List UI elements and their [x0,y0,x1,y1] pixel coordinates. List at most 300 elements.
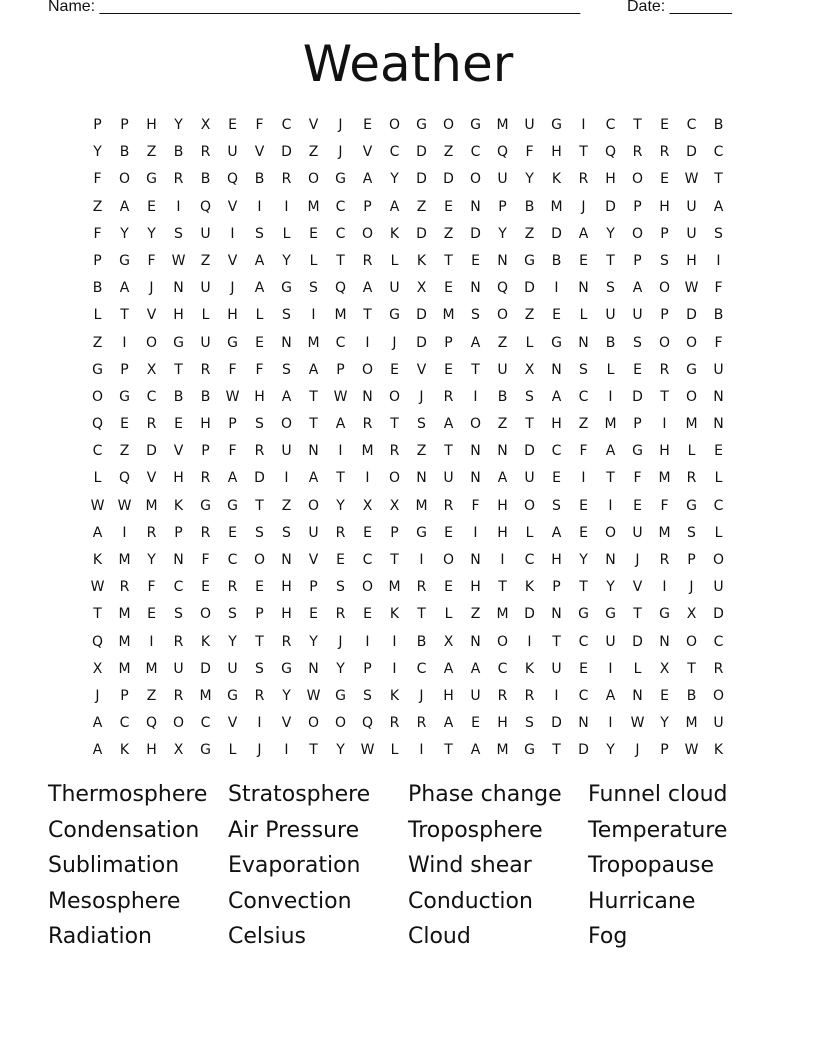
grid-letter: I [527,633,532,650]
grid-letter: R [173,171,184,188]
grid-letter: T [579,579,588,596]
grid-letter: R [524,687,535,704]
grid-letter: N [713,388,724,405]
grid-letter: R [578,171,589,188]
grid-letter: X [416,280,427,297]
word-bank-item: Mesosphere [48,888,181,914]
grid-letter: I [608,715,613,732]
grid-letter: G [281,280,292,297]
date-field-label: Date: _______ [627,0,732,15]
grid-letter: O [253,552,266,568]
grid-letter: U [443,470,454,487]
grid-letter: I [581,470,586,487]
grid-letter: P [120,361,129,378]
grid-letter: F [633,470,642,487]
grid-letter: T [93,606,102,623]
grid-letter: P [633,252,642,269]
grid-letter: B [200,388,211,405]
grid-letter: Q [118,470,131,487]
grid-letter: U [227,660,238,677]
grid-letter: N [416,470,427,487]
grid-letter: I [608,660,613,677]
grid-letter: R [632,144,643,161]
word-bank-item: Thermosphere [48,782,208,807]
grid-letter: X [389,497,400,514]
grid-letter: S [471,307,480,324]
word-bank-item: Celsius [228,924,306,949]
grid-letter: F [93,225,102,242]
grid-letter: P [687,552,696,568]
grid-letter: A [632,280,643,297]
grid-letter: L [444,606,453,623]
grid-letter: H [254,388,265,405]
grid-letter: J [95,687,100,704]
grid-letter: P [93,252,102,269]
grid-letter: R [146,416,157,433]
grid-letter: F [93,171,102,188]
grid-letter: W [333,388,348,405]
word-bank-item: Fog [588,924,628,949]
grid-letter: M [496,742,509,759]
grid-letter: P [363,660,372,677]
grid-letter: J [230,280,235,297]
grid-letter: T [309,416,318,433]
grid-letter: E [336,552,345,568]
grid-letter: N [605,552,616,568]
word-bank-item: Sublimation [48,853,180,878]
grid-letter: R [389,715,400,732]
grid-letter: Y [147,552,156,568]
grid-letter: T [120,307,129,324]
grid-letter: S [255,416,264,433]
grid-letter: N [362,388,373,405]
grid-letter: Z [119,443,130,460]
grid-letter: H [605,171,616,188]
grid-letter: G [551,117,562,133]
grid-letter: I [554,280,559,297]
grid-letter: A [281,388,292,405]
grid-letter: M [550,198,563,215]
grid-letter: X [686,606,697,623]
grid-letter: O [604,524,617,541]
grid-letter: C [497,660,508,677]
grid-letter: M [118,633,131,650]
grid-letter: Z [200,252,211,269]
grid-letter: O [658,280,671,297]
grid-letter: I [365,334,370,351]
grid-letter: F [660,497,669,514]
grid-letter: C [713,497,724,514]
grid-letter: R [497,687,508,704]
grid-letter: O [307,715,320,732]
grid-letter: V [227,198,238,215]
grid-letter: V [254,144,265,161]
grid-letter: X [659,660,670,677]
grid-letter: R [200,470,211,487]
grid-letter: B [551,252,562,269]
grid-letter: B [524,198,535,215]
grid-letter: G [605,606,616,623]
grid-letter: M [442,307,455,324]
grid-letter: D [416,307,427,324]
grid-letter: A [443,416,454,433]
grid-letter: Z [416,443,427,460]
grid-letter: Z [416,198,427,215]
grid-letter: J [338,633,343,650]
grid-letter: R [686,470,697,487]
grid-letter: D [254,470,265,487]
grid-letter: Y [525,171,534,188]
grid-letter: U [200,280,211,297]
grid-letter: H [551,552,562,568]
grid-letter: Y [282,252,291,269]
grid-letter: G [416,117,427,133]
grid-letter: T [309,388,318,405]
grid-letter: W [306,687,321,704]
grid-letter: S [606,280,615,297]
grid-letter: O [388,388,401,405]
grid-letter: V [146,470,157,487]
grid-letter: L [633,660,642,677]
grid-letter: A [92,524,103,541]
grid-letter: E [444,579,453,596]
grid-letter: U [686,198,697,215]
grid-letter: E [579,252,588,269]
grid-letter: O [145,334,158,351]
grid-letter: B [605,334,616,351]
grid-letter: S [282,524,291,541]
grid-letter: R [200,144,211,161]
grid-letter: Q [91,416,104,433]
grid-letter: G [119,388,130,405]
grid-letter: W [225,388,240,405]
grid-letter: V [146,307,157,324]
grid-letter: D [416,334,427,351]
grid-letter: C [578,687,589,704]
grid-letter: Y [228,633,237,650]
grid-letter: R [173,687,184,704]
grid-letter: A [362,171,373,188]
grid-letter: T [444,443,453,460]
grid-letter: A [227,470,238,487]
grid-letter: S [255,225,264,242]
grid-letter: I [608,388,613,405]
grid-letter: C [335,334,346,351]
grid-letter: E [309,225,318,242]
grid-letter: T [687,660,696,677]
grid-letter: V [308,552,319,568]
grid-letter: G [470,117,481,133]
grid-letter: I [419,552,424,568]
grid-letter: Q [199,198,212,215]
grid-letter: S [687,524,696,541]
grid-letter: Y [147,225,156,242]
grid-letter: M [388,579,401,596]
word-bank-item: Hurricane [588,888,696,914]
grid-letter: W [90,579,105,596]
grid-letter: N [281,552,292,568]
grid-letter: F [525,144,534,161]
grid-letter: S [579,361,588,378]
grid-letter: G [227,497,238,514]
grid-letter: E [120,416,129,433]
grid-letter: L [282,225,291,242]
word-bank [48,780,768,958]
grid-letter: E [444,524,453,541]
grid-letter: C [146,388,157,405]
grid-letter: B [173,388,184,405]
grid-letter: X [524,361,535,378]
grid-letter: A [605,443,616,460]
grid-letter: Z [92,334,103,351]
grid-letter: P [93,117,102,133]
grid-letter: U [713,361,724,378]
grid-letter: M [118,660,131,677]
grid-letter: S [174,606,183,623]
grid-letter: V [281,715,292,732]
word-bank-item: Tropopause [588,853,715,878]
grid-letter: N [308,660,319,677]
name-field-label: Name: ______________________________________________________ [48,0,581,15]
grid-letter: M [145,660,158,677]
grid-letter: W [360,742,375,759]
grid-letter: U [713,579,724,596]
grid-letter: D [551,715,562,732]
grid-letter: E [174,416,183,433]
grid-letter: C [119,715,130,732]
grid-letter: O [658,334,671,351]
grid-letter: I [311,307,316,324]
grid-letter: A [497,470,508,487]
grid-letter: S [417,416,426,433]
grid-letter: J [149,280,154,297]
grid-letter: H [497,715,508,732]
grid-letter: N [551,606,562,623]
grid-letter: K [119,742,130,759]
grid-letter: B [92,280,103,297]
grid-letter: Z [578,416,589,433]
grid-letter: E [660,171,669,188]
grid-letter: N [659,633,670,650]
grid-letter: P [633,416,642,433]
grid-letter: H [200,416,211,433]
grid-letter: Z [281,497,292,514]
grid-letter: X [173,742,184,759]
grid-letter: I [500,552,505,568]
grid-letter: T [336,252,345,269]
grid-letter: O [469,171,482,188]
grid-letter: I [122,524,127,541]
grid-letter: T [633,606,642,623]
grid-letter: I [176,198,181,215]
grid-letter: R [119,579,130,596]
grid-letter: A [254,252,265,269]
grid-letter: T [660,388,669,405]
word-bank-item: Troposphere [408,817,543,843]
grid-letter: O [442,117,455,133]
grid-letter: H [173,307,184,324]
grid-letter: W [684,280,699,297]
grid-letter: A [551,388,562,405]
grid-letter: X [146,361,157,378]
grid-letter: R [416,715,427,732]
grid-letter: G [524,252,535,269]
grid-letter: I [284,198,289,215]
grid-letter: M [118,552,131,568]
grid-letter: L [579,307,588,324]
worksheet-title: Weather [302,35,514,93]
grid-letter: Y [606,579,615,596]
grid-letter: X [362,497,373,514]
grid-letter: Z [470,606,481,623]
grid-letter: E [471,715,480,732]
grid-letter: X [92,660,103,677]
grid-letter: Z [308,144,319,161]
grid-letter: D [713,606,724,623]
grid-letter: R [659,552,670,568]
grid-letter: N [470,198,481,215]
grid-letter: K [173,497,184,514]
grid-letter: S [660,252,669,269]
grid-letter: D [524,280,535,297]
grid-letter: T [255,633,264,650]
grid-letter: K [524,660,535,677]
grid-letter: S [633,334,642,351]
grid-letter: K [389,606,400,623]
grid-letter: G [200,497,211,514]
grid-letter: O [118,171,131,188]
grid-letter: I [122,334,127,351]
grid-letter: U [632,307,643,324]
grid-letter: E [579,660,588,677]
grid-letter: P [174,524,183,541]
grid-letter: D [686,144,697,161]
grid-letter: H [146,117,157,133]
grid-letter: C [335,198,346,215]
grid-letter: O [361,579,374,596]
grid-letter: O [523,497,536,514]
grid-letter: Q [604,144,617,161]
grid-letter: R [443,497,454,514]
grid-letter: O [307,497,320,514]
grid-letter: L [390,742,399,759]
grid-letter: S [363,687,372,704]
grid-letter: U [308,524,319,541]
grid-letter: F [201,552,210,568]
grid-letter: E [363,524,372,541]
grid-letter: T [606,252,615,269]
grid-letter: R [443,388,454,405]
word-bank-item: Temperature [588,817,728,843]
grid-letter: E [390,361,399,378]
grid-letter: P [660,307,669,324]
grid-letter: L [606,361,615,378]
grid-letter: A [443,660,454,677]
grid-letter: H [281,606,292,623]
grid-letter: S [255,524,264,541]
grid-letter: T [552,742,561,759]
grid-letter: S [282,307,291,324]
grid-letter: V [362,144,373,161]
grid-letter: E [228,117,237,133]
grid-letter: B [254,171,265,188]
grid-letter: D [632,633,643,650]
grid-letter: S [174,225,183,242]
grid-letter: M [307,198,320,215]
grid-letter: T [525,416,534,433]
grid-letter: J [419,687,424,704]
grid-letter: C [524,552,535,568]
grid-letter: R [227,579,238,596]
grid-letter: I [473,388,478,405]
grid-letter: K [200,633,211,650]
grid-letter: A [335,416,346,433]
grid-letter: S [336,579,345,596]
grid-letter: U [713,715,724,732]
grid-letter: M [685,715,698,732]
grid-letter: G [551,334,562,351]
grid-letter: F [579,443,588,460]
grid-letter: M [145,497,158,514]
grid-letter: F [255,361,264,378]
grid-letter: Q [91,633,104,650]
grid-letter: T [417,606,426,623]
grid-letter: P [660,742,669,759]
grid-letter: G [119,252,130,269]
grid-letter: R [362,416,373,433]
grid-letter: M [334,307,347,324]
grid-letter: Z [92,198,103,215]
grid-letter: U [497,361,508,378]
grid-letter: P [309,579,318,596]
grid-letter: I [581,117,586,133]
grid-letter: H [551,416,562,433]
grid-letter: T [390,416,399,433]
grid-letter: O [334,715,347,732]
grid-letter: D [524,606,535,623]
grid-letter: B [416,633,427,650]
grid-letter: P [552,579,561,596]
grid-letter: D [200,660,211,677]
grid-letter: B [200,171,211,188]
grid-letter: Y [336,742,345,759]
grid-letter: I [716,252,721,269]
grid-letter: E [444,198,453,215]
grid-letter: M [658,470,671,487]
grid-letter: T [174,361,183,378]
grid-letter: R [200,524,211,541]
grid-letter: O [91,388,104,405]
grid-letter: P [390,524,399,541]
grid-letter: Q [145,715,158,732]
grid-letter: T [471,361,480,378]
grid-letter: L [714,470,723,487]
grid-letter: C [578,633,589,650]
grid-letter: D [443,171,454,188]
grid-letter: G [281,660,292,677]
grid-letter: Z [524,307,535,324]
grid-letter: P [498,198,507,215]
grid-letter: R [713,660,724,677]
grid-letter: I [608,497,613,514]
grid-letter: A [308,361,319,378]
grid-letter: R [254,687,265,704]
grid-letter: L [525,524,534,541]
grid-letter: L [93,470,102,487]
grid-letter: G [632,443,643,460]
word-bank-item: Cloud [408,924,471,949]
grid-letter: I [338,443,343,460]
